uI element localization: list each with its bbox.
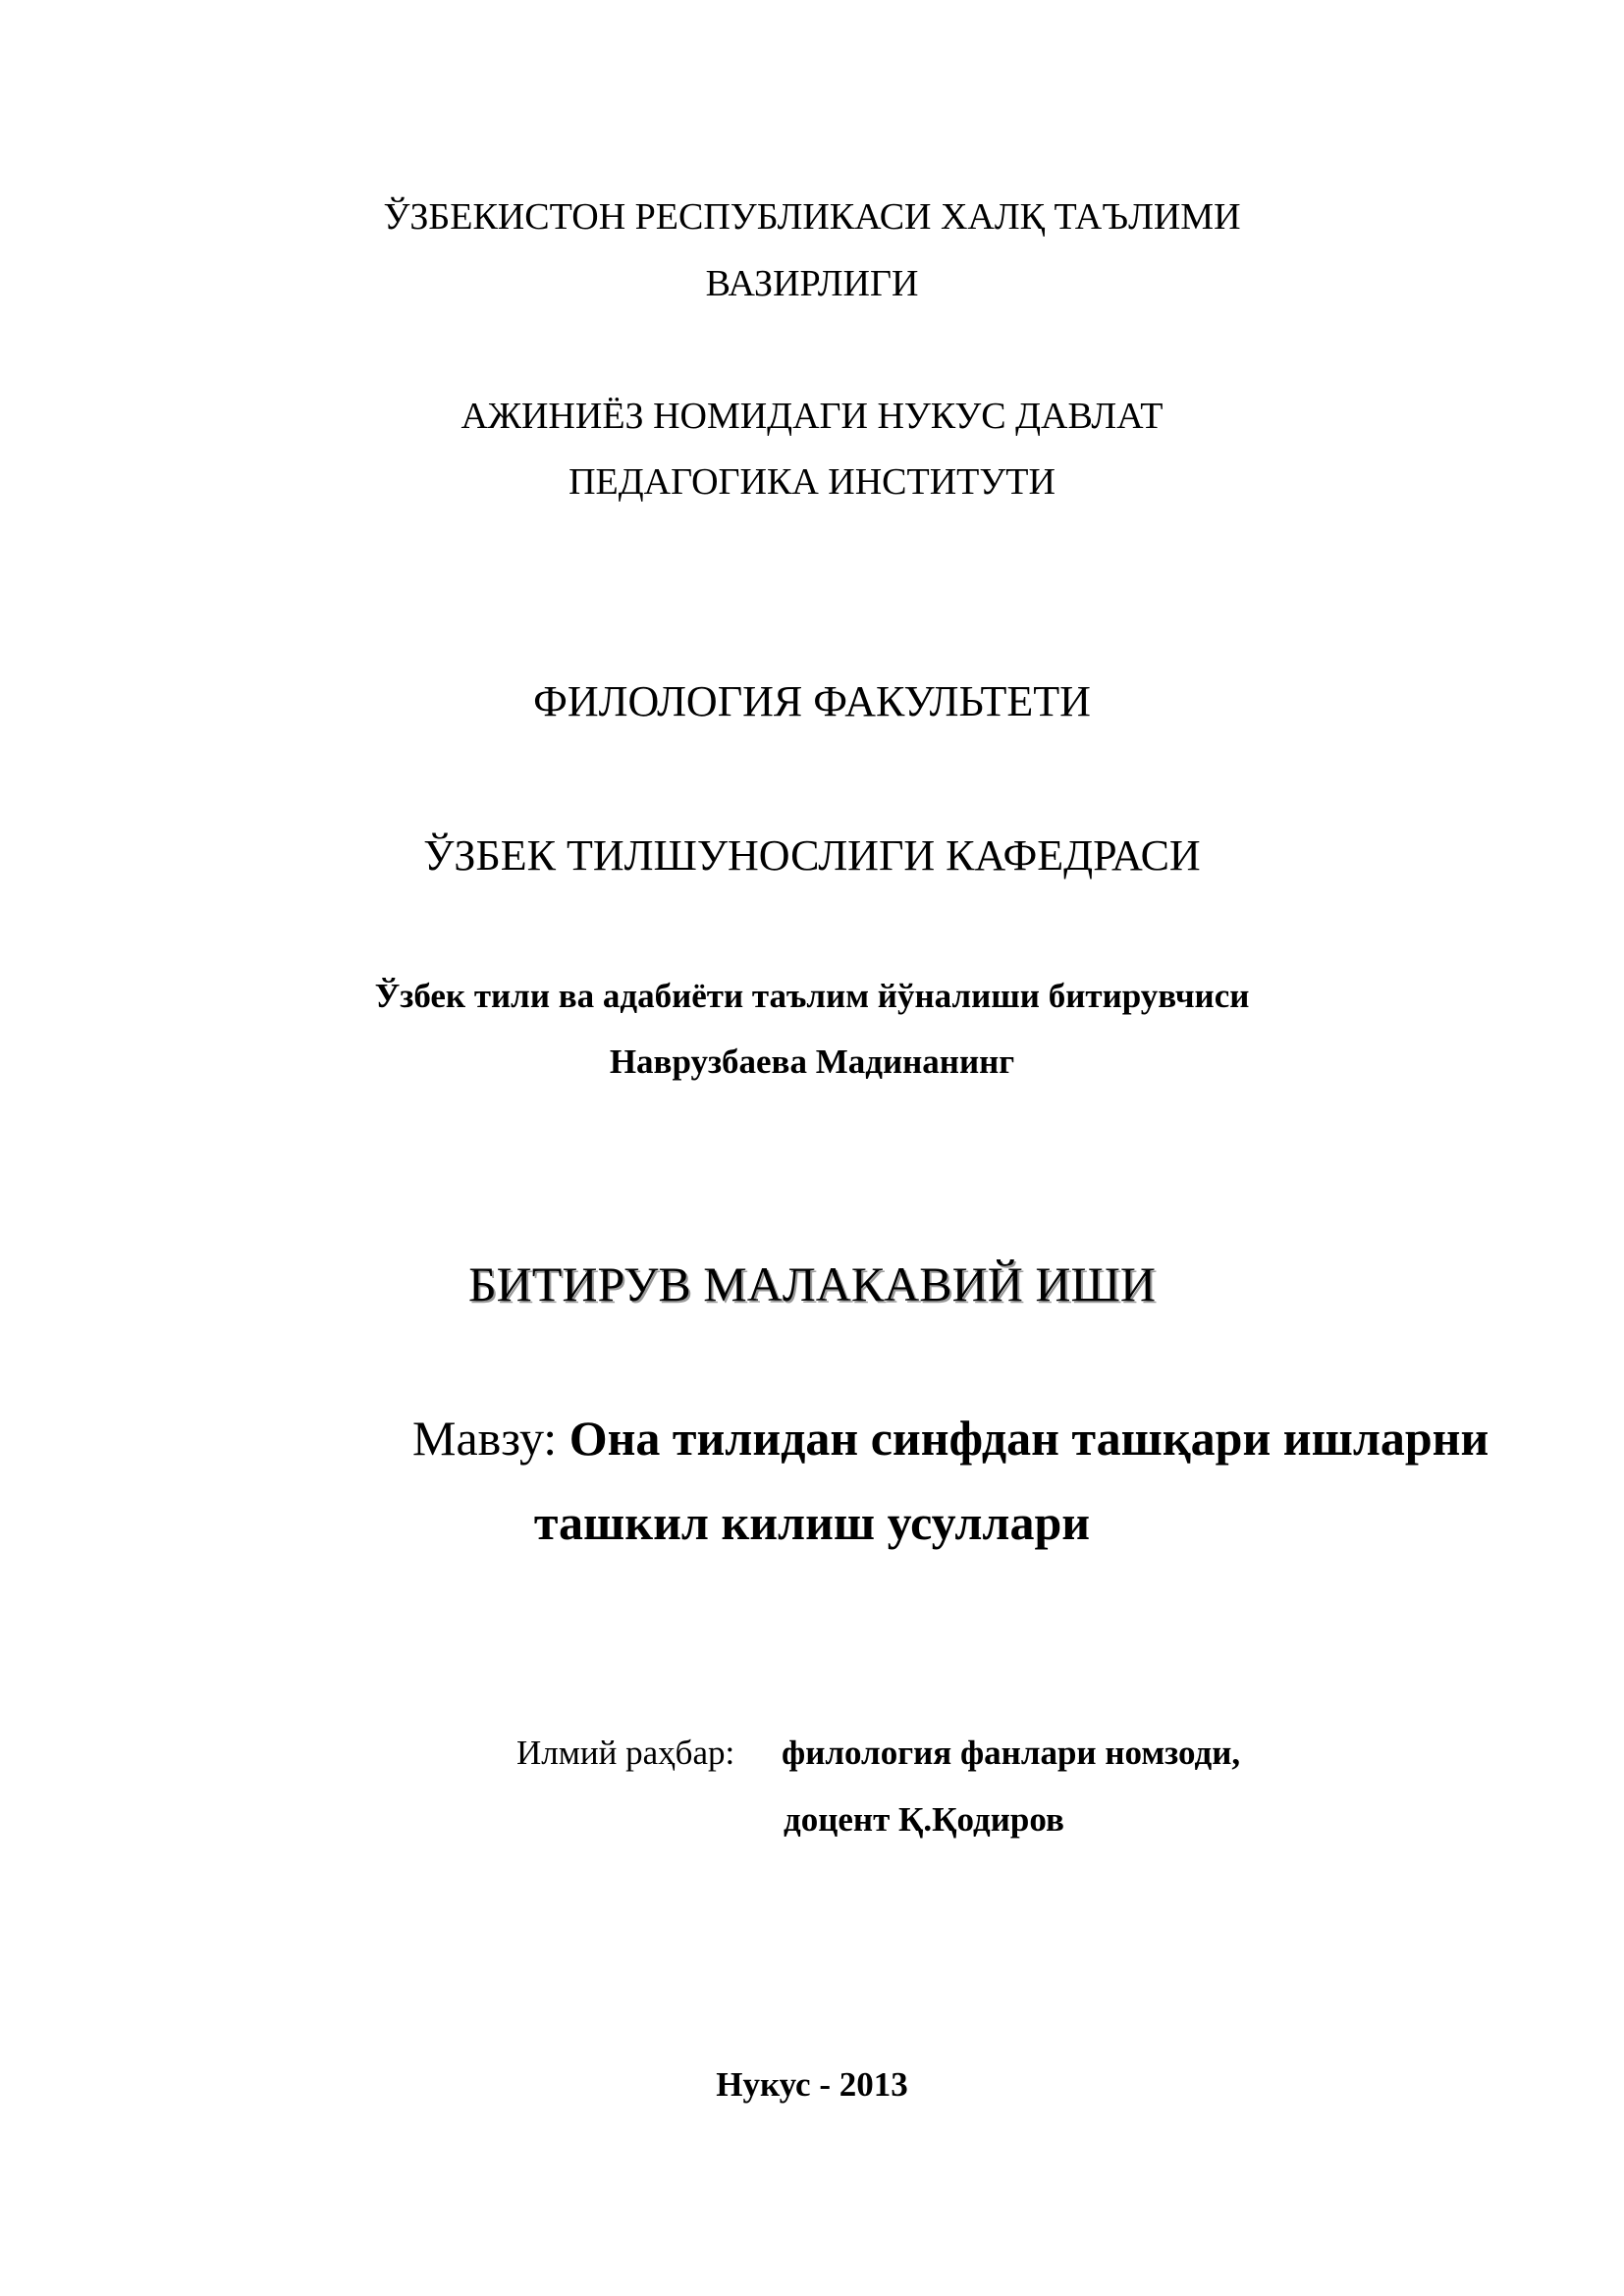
institute-line-1: АЖИНИЁЗ НОМИДАГИ НУКУС ДАВЛАТ [460, 396, 1164, 437]
topic-line-1 [412, 1411, 1489, 1466]
topic-title-part-1: Она тилидан синфдан ташқари ишларни [568, 1411, 1489, 1466]
department-name: ЎЗБЕК ТИЛШУНОСЛИГИ КАФЕДРАСИ [423, 831, 1201, 880]
place-year: Нукус - 2013 [716, 2065, 908, 2104]
ministry-line-2: ВАЗИРЛИГИ [705, 263, 919, 304]
work-type-title: БИТИРУВ МАЛАКАВИЙ ИШИ [467, 1256, 1157, 1311]
supervisor-name: доцент Қ.Қодиров [784, 1800, 1064, 1839]
faculty-name: ФИЛОЛОГИЯ ФАКУЛЬТЕТИ [533, 677, 1091, 725]
topic-title-part-2: ташкил килиш усуллари [533, 1495, 1091, 1550]
supervisor-degree: филология фанлари номзоди, [782, 1734, 1241, 1772]
author-line-1: Ўзбек тили ва адабиёти таълим йўналиши битирувчиси [374, 977, 1250, 1015]
topic-line-2 [0, 1495, 1624, 1550]
institute-line-2: ПЕДАГОГИКА ИНСТИТУТИ [568, 461, 1056, 503]
ministry-line-1: ЎЗБЕКИСТОН РЕСПУБЛИКАСИ ХАЛҚ ТАЪЛИМИ [383, 196, 1241, 238]
author-name: Наврузбаева Мадинанинг [609, 1042, 1015, 1081]
supervisor-label: Илмий раҳбар: [516, 1734, 735, 1772]
topic-label: Мавзу: [412, 1411, 558, 1466]
